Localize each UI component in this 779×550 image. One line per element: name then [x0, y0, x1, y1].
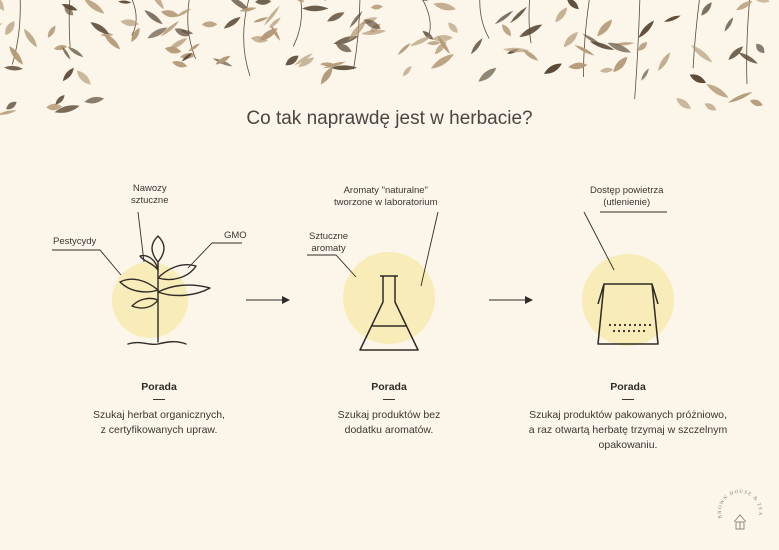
perforation-dot [609, 324, 611, 326]
tip-text-2: Szukaj produktów bez dodatku aromatów. [337, 409, 441, 436]
porada-divider-1 [153, 399, 165, 400]
perforation-dot [638, 330, 640, 332]
perforation-dot [614, 324, 616, 326]
tip-text-1: Szukaj herbat organicznych, z certyfikowanych upraw. [93, 409, 225, 436]
flask-glow [343, 252, 435, 344]
porada-heading-1: Porada [141, 381, 177, 393]
porada-divider-3 [622, 399, 634, 400]
perforation-dot [628, 330, 630, 332]
plant-glow [112, 262, 188, 338]
perforation-dot [644, 324, 646, 326]
perforation-dot [649, 324, 651, 326]
label-pestycydy: Pestycydy [53, 236, 97, 247]
porada-divider-2 [383, 399, 395, 400]
arrow-right-icon [489, 296, 533, 304]
perforation-dot [624, 324, 626, 326]
porada-heading-2: Porada [371, 381, 407, 393]
label-aromaty-naturalne: Aromaty "naturalne" tworzone w laboratorium [334, 185, 438, 208]
label-nawozy-sztuczne: Nawozy sztuczne [131, 183, 169, 206]
perforation-dot [618, 330, 620, 332]
label-dostep-powietrza: Dostęp powietrza (utlenienie) [590, 185, 664, 208]
brand-seal-logo [712, 484, 768, 540]
perforation-dot [639, 324, 641, 326]
perforation-dot [613, 330, 615, 332]
perforation-dot [633, 330, 635, 332]
perforation-dot [619, 324, 621, 326]
house-icon [734, 515, 746, 529]
porada-heading-3: Porada [610, 381, 646, 393]
arrow-right-icon [246, 296, 290, 304]
perforation-dot [643, 330, 645, 332]
label-gmo: GMO [224, 230, 247, 241]
tip-text-3: Szukaj produktów pakowanych próżniowo, a raz otwartą herbatę trzymaj w szczelnym opakowaniu. [528, 409, 728, 451]
perforation-dot [634, 324, 636, 326]
perforation-dot [629, 324, 631, 326]
tea-bag-glow [582, 254, 674, 346]
page-title: Co tak naprawdę jest w herbacie? [246, 108, 533, 129]
perforation-dot [623, 330, 625, 332]
brand-seal-text: BROWN HOUSE & TEA [717, 489, 763, 519]
label-sztuczne-aromaty: Sztuczne aromaty [309, 231, 349, 254]
